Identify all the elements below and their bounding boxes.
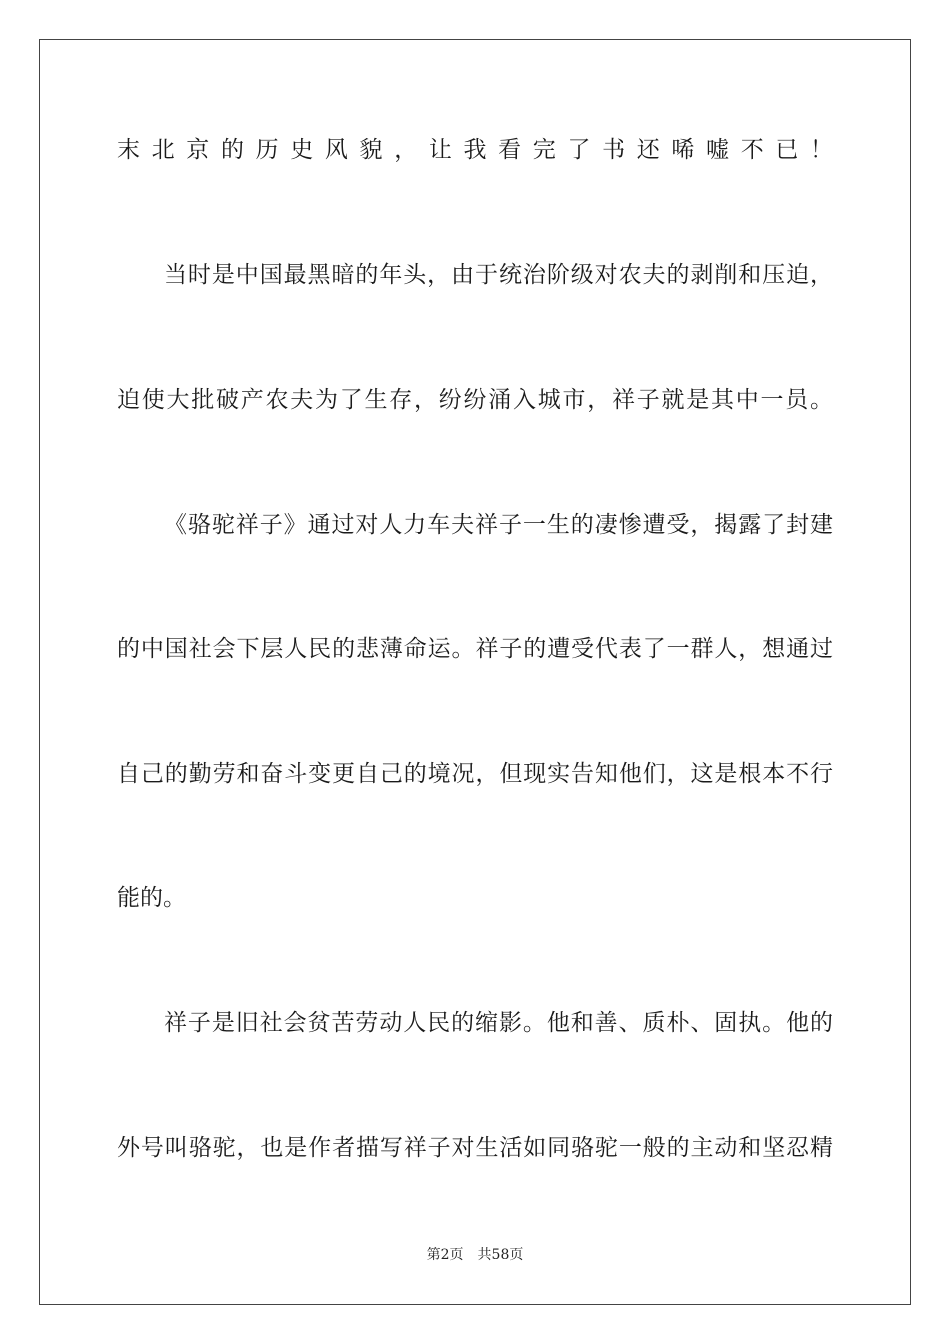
- text-line-7: 能的。: [117, 885, 186, 911]
- page-footer: [0, 1245, 950, 1265]
- text-line-1: 末北京的历史风貌，让我看完了书还唏嘘不已！: [117, 137, 845, 163]
- text-line-5: 的中国社会下层人民的悲薄命运。祥子的遭受代表了一群人，想通过: [117, 636, 834, 662]
- text-line-8: 祥子是旧社会贫苦劳动人民的缩影。他和善、质朴、固执。他的: [164, 1010, 834, 1036]
- page-border: [39, 39, 911, 1305]
- text-line-2: 当时是中国最黑暗的年头，由于统治阶级对农夫的剥削和压迫，: [164, 262, 834, 288]
- text-line-3: 迫使大批破产农夫为了生存，纷纷涌入城市，祥子就是其中一员。: [117, 387, 835, 413]
- page-number: 第2页: [426, 1247, 464, 1263]
- text-line-6: 自己的勤劳和奋斗变更自己的境况，但现实告知他们，这是根本不行: [117, 761, 834, 787]
- text-line-9: 外号叫骆驼，也是作者描写祥子对生活如同骆驼一般的主动和坚忍精: [117, 1135, 834, 1161]
- page-total: 共58页: [477, 1247, 524, 1263]
- text-line-4: 《骆驼祥子》通过对人力车夫祥子一生的凄惨遭受，揭露了封建: [164, 512, 834, 538]
